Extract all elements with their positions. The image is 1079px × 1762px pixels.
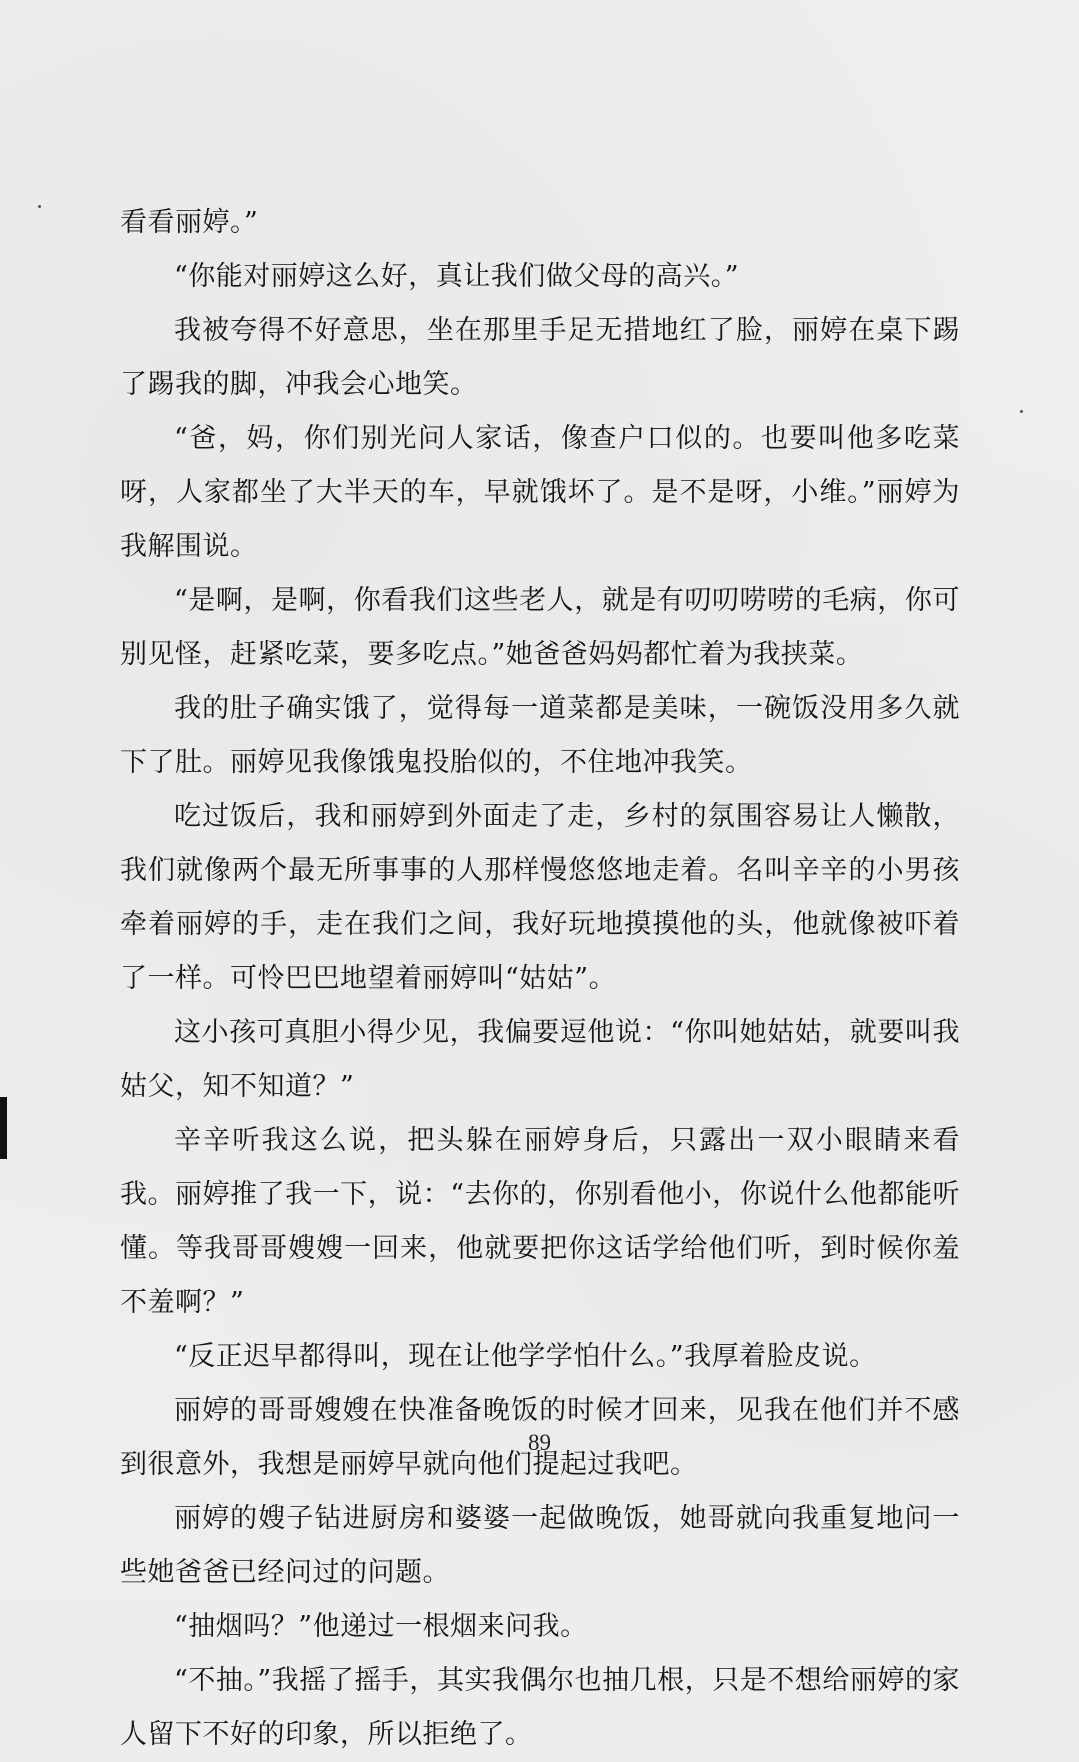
paragraph: 吃过饭后，我和丽婷到外面走了走，乡村的氛围容易让人懒散，我们就像两个最无所事事的人那样慢悠悠地走着。名叫辛辛的小男孩牵着丽婷的手，走在我们之间，我好玩地摸摸他的头，他就像被吓着了一样。可怜巴巴地望着丽婷叫“姑姑”。 bbox=[120, 801, 960, 994]
paragraph: 丽婷的哥哥嫂嫂在快准备晚饭的时候才回来，见我在他们并不感到很意外，我想是丽婷早就向他们提起过我吧。 bbox=[120, 1395, 960, 1480]
paragraph: “你能对丽婷这么好，真让我们做父母的高兴。” bbox=[174, 261, 740, 292]
scan-speck bbox=[38, 205, 41, 208]
paragraph: 辛辛听我这么说，把头躲在丽婷身后，只露出一双小眼睛来看我。丽婷推了我一下，说：“去你的，你别看他小，你说什么他都能听懂。等我哥哥嫂嫂一回来，他就要把你这话学给他们听，到时候你羞不羞啊？” bbox=[120, 1125, 960, 1318]
paragraph: “爸，妈，你们别光问人家话，像查户口似的。也要叫他多吃菜呀，人家都坐了大半天的车，早就饿坏了。是不是呀，小维。”丽婷为我解围说。 bbox=[120, 423, 960, 562]
page-number: 89 bbox=[528, 1430, 551, 1455]
paragraph: 我的肚子确实饿了，觉得每一道菜都是美味，一碗饭没用多久就下了肚。丽婷见我像饿鬼投胎似的，不住地冲我笑。 bbox=[120, 693, 960, 778]
paragraph: “是啊，是啊，你看我们这些老人，就是有叨叨唠唠的毛病，你可别见怪，赶紧吃菜，要多吃点。”她爸爸妈妈都忙着为我挟菜。 bbox=[120, 585, 960, 670]
scan-edge-mark bbox=[0, 1097, 7, 1159]
paragraph: “抽烟吗？”他递过一根烟来问我。 bbox=[174, 1611, 588, 1642]
body-text bbox=[120, 196, 960, 1762]
paragraph: 看看丽婷。” bbox=[120, 207, 259, 238]
paragraph: “不抽。”我摇了摇手，其实我偶尔也抽几根，只是不想给丽婷的家人留下不好的印象，所以拒绝了。 bbox=[120, 1665, 960, 1750]
paragraph: 丽婷的嫂子钻进厨房和婆婆一起做晚饭，她哥就向我重复地问一些她爸爸已经问过的问题。 bbox=[120, 1503, 960, 1588]
paragraph: “反正迟早都得叫，现在让他学学怕什么。”我厚着脸皮说。 bbox=[174, 1341, 877, 1372]
scan-speck bbox=[1020, 410, 1023, 413]
paragraph: 我被夸得不好意思，坐在那里手足无措地红了脸，丽婷在桌下踢了踢我的脚，冲我会心地笑。 bbox=[120, 315, 960, 400]
paragraph: 这小孩可真胆小得少见，我偏要逗他说：“你叫她姑姑，就要叫我姑父，知不知道？” bbox=[120, 1017, 960, 1102]
